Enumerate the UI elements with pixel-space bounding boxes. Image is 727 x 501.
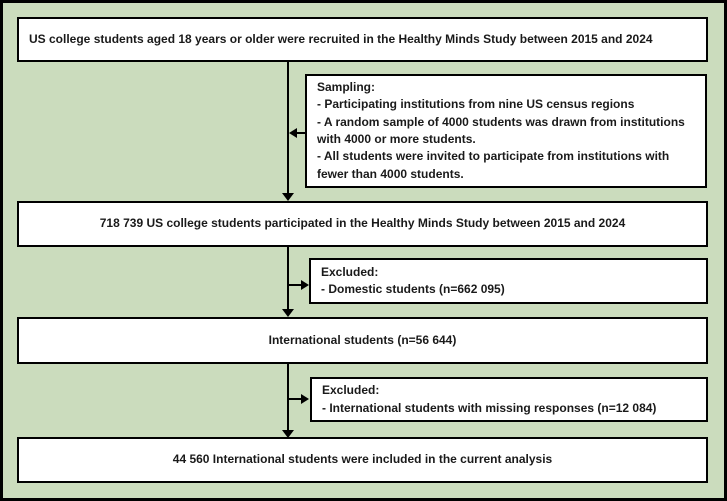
excluded-domestic-title: Excluded: [321, 264, 379, 279]
box-international [17, 317, 708, 364]
excluded-missing-title: Excluded: [322, 383, 380, 398]
sampling-item: - A random sample of 4000 students was drawn from institutions with 4000 or more students. [317, 114, 685, 146]
arrowhead-left-icon [289, 128, 297, 138]
box-excluded-missing [310, 377, 708, 422]
connector-flow-to-excluded-missing [288, 398, 301, 400]
excluded-domestic-item: - Domestic students (n=662 095) [321, 282, 505, 296]
excluded-missing-item: - International students with missing responses (n=12 084) [322, 400, 657, 415]
box-recruited-text: US college students aged 18 years or older were recruited in the Healthy Minds Study between 2015 and 2024 [29, 31, 653, 46]
box-participated [17, 201, 708, 247]
connector-participated-to-international [287, 247, 289, 309]
box-participated-text: 718 739 US college students participated in the Healthy Minds Study between 2015 and 2024 [99, 216, 626, 231]
arrowhead-right-icon [301, 280, 309, 290]
connector-sampling-to-flow [296, 132, 305, 134]
box-international-text: International students (n=56 644) [268, 332, 457, 347]
box-excluded-domestic [309, 258, 708, 304]
arrowhead-right-icon [301, 394, 309, 404]
sampling-item: - All students were invited to participate from institutions with fewer than 4000 students. [317, 149, 670, 181]
sampling-title: Sampling: [317, 79, 376, 94]
arrowhead-down-icon [282, 309, 294, 317]
box-included-text: 44 560 International students were included in the current analysis [172, 452, 553, 467]
connector-flow-to-excluded-domestic [288, 284, 301, 286]
box-recruited [17, 17, 708, 62]
box-sampling [305, 74, 707, 188]
sampling-item: - Participating institutions from nine US census regions [317, 97, 635, 112]
connector-international-to-included [287, 364, 289, 430]
arrowhead-down-icon [282, 193, 294, 201]
box-included [17, 437, 708, 483]
